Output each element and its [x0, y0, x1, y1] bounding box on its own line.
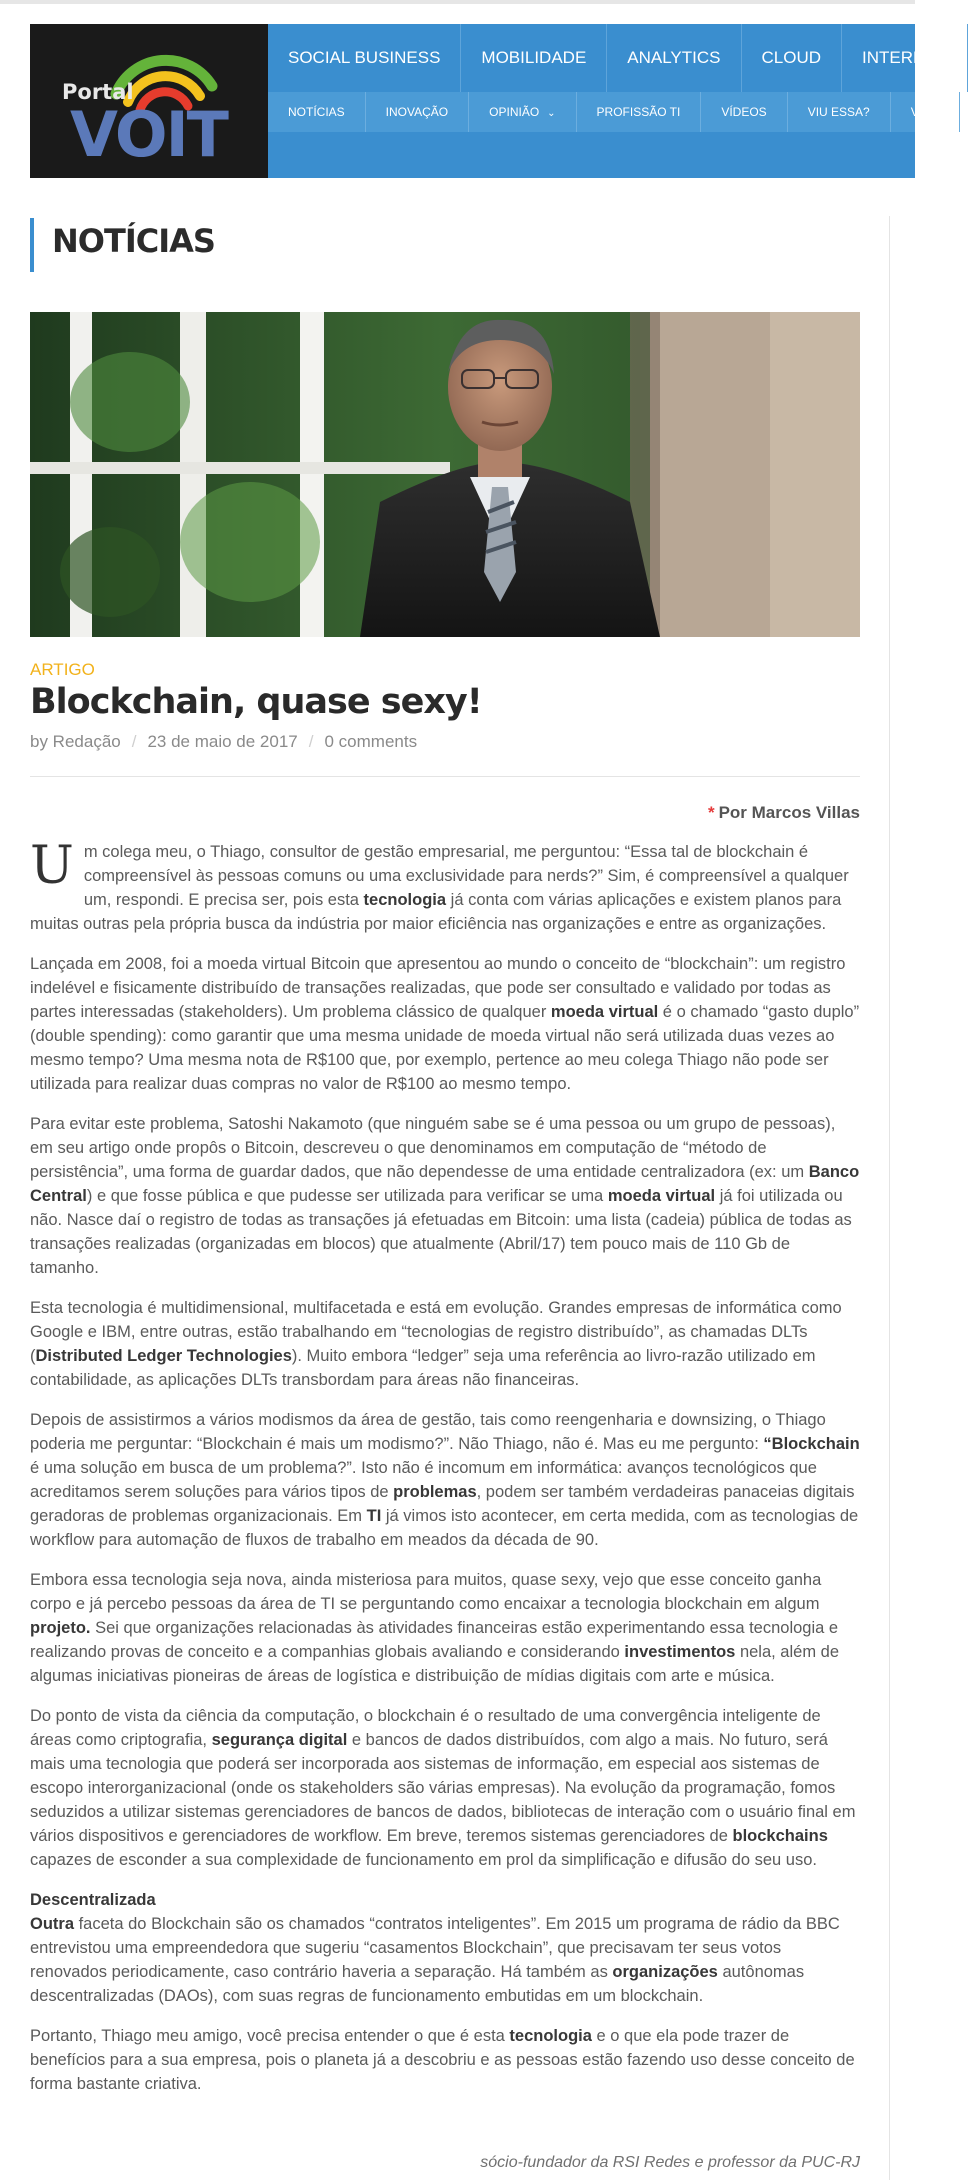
text: ) e que fosse pública e que pudesse ser utilizada para verificar se uma [86, 1187, 608, 1205]
text: Do ponto de vista da ciência da computação, o blockchain é o resultado de uma convergência inteligente de áreas como criptografia, [30, 1707, 821, 1749]
text: m colega meu, o Thiago, consultor de gestão empresarial, me perguntou: “Essa tal de blockchain é compreensível às pessoas comuns ou uma exclusividade para nerds?” Sim, é compreensível a qualquer um, respondi. E precisa ser, pois esta [83, 843, 849, 909]
subnav-videos[interactable]: VÍDEOS [701, 92, 787, 132]
author-byline [708, 803, 860, 823]
keyword-link[interactable]: tecnologia [363, 891, 447, 909]
text: faceta do Blockchain são os chamados “contratos inteligentes”. Em 2015 um programa de rádio da BBC entrevistou uma empreendedora que sugeriu “casamentos Blockchain”, que precisavam ter seus votos renovados periodicamente, caso contrário haveria a separação. Há também as [30, 1915, 840, 1981]
text: Para evitar este problema, Satoshi Nakamoto (que ninguém sabe se é uma pessoa ou um grupo de pessoas), em seu artigo onde propôs o Bitcoin, descreveu o que denominamos em computação de “método de persistência”, uma forma de guardar dados, que não dependesse de uma entidade centralizadora (ex: um [30, 1115, 836, 1181]
text: Esta tecnologia é multidimensional, multifacetada e está em evolução. Grandes empresas de informática como Google e IBM, entre outras, estão trabalhando em “tecnologias de registro distribuído”, as chamadas DLTs ( [30, 1299, 842, 1365]
site-header [30, 24, 948, 178]
keyword-link[interactable]: “Blockchain [763, 1435, 860, 1453]
drop-cap: U [30, 836, 74, 896]
meta-separator: / [131, 732, 137, 751]
meta-separator: / [308, 732, 314, 751]
logo-portal-text: Portal [62, 80, 134, 104]
text: Embora essa tecnologia seja nova, ainda misteriosa para muitos, quase sexy, vejo que esse conceito ganha corpo e já percebo pessoas da área de TI se perguntando como encaixar a tecnologia blockchain em algum [30, 1571, 822, 1613]
keyword-link[interactable]: TI [366, 1507, 382, 1525]
keyword-link[interactable]: Banco Central [30, 1163, 860, 1205]
text: já foi utilizada ou não. Nasce daí o registro de todas as transações já efetuadas em Bitcoin: uma lista (cadeia) pública de todas as transações realizadas (organizadas em blocos) que atualmente (Abril/17) tem pouco mais de 110 Gb de tamanho. [30, 1187, 852, 1277]
text: e o que ela pode trazer de benefícios para a sua empresa, pois o planeta já a descobriu e as pessoas estão fazendo uso desse conceito de forma bastante criativa. [30, 2027, 855, 2093]
portrait-photo [30, 312, 860, 637]
paragraph-2 [30, 952, 860, 1096]
subnav-profissao-ti[interactable]: PROFISSÃO TI [577, 92, 702, 132]
keyword-link[interactable]: segurança digital [211, 1731, 348, 1749]
text: capazes de esconder a sua complexidade de funcionamento em prol da simplificação e difusão do seu uso. [30, 1851, 817, 1869]
nav-internet[interactable]: INTERNET [842, 24, 968, 92]
secondary-nav [268, 92, 939, 132]
main-navigation [268, 24, 948, 178]
keyword-link[interactable]: blockchains [732, 1827, 828, 1845]
keyword-link[interactable]: Distributed Ledger Technologies [35, 1347, 292, 1365]
nav-cloud[interactable]: CLOUD [742, 24, 843, 92]
sidebar-divider [889, 216, 890, 2180]
hero-image [30, 312, 860, 637]
text: já vimos isto acontecer, em certa medida, com as tecnologias de workflow para automação de fluxos de trabalho em meados da década de 90. [30, 1507, 859, 1549]
article-comments-link[interactable]: 0 comments [324, 732, 418, 751]
paragraph-1 [30, 836, 860, 936]
keyword-link[interactable]: moeda virtual [607, 1187, 716, 1205]
paragraph-9 [30, 2024, 860, 2096]
paragraph-4 [30, 1296, 860, 1392]
nav-mobilidade[interactable]: MOBILIDADE [461, 24, 607, 92]
text: Portanto, Thiago meu amigo, você precisa entender o que é esta [30, 2027, 510, 2045]
article-category[interactable]: ARTIGO [30, 660, 95, 679]
article-author-link[interactable]: by Redação [30, 732, 121, 751]
article-meta [30, 732, 417, 752]
section-accent-bar [30, 218, 34, 272]
site-logo[interactable] [30, 24, 268, 178]
text: Lançada em 2008, foi a moeda virtual Bitcoin que apresentou ao mundo o conceito de “blockchain”: um registro indelével e fisicamente distribuído de transações realizadas, que pode ser consultado e validado por todas as partes interessadas (stakeholders). Um problema clássico de qualquer [30, 955, 846, 1021]
chevron-down-icon: ⌄ [547, 108, 556, 119]
text: autônomas descentralizadas (DAOs), com suas regras de funcionamento embutidas em um blockchain. [30, 1963, 805, 2005]
subnav-viu-essa[interactable]: VIU ESSA? [788, 92, 891, 132]
text: já conta com várias aplicações e existem planos para muitas outras pela própria busca da indústria por maior eficiência nas organizações e entre as organizações. [30, 891, 842, 933]
subheading: Descentralizada [30, 1891, 156, 1909]
keyword-link[interactable]: investimentos [624, 1643, 736, 1661]
paragraph-3 [30, 1112, 860, 1280]
keyword-link[interactable]: Outra [30, 1915, 75, 1933]
subnav-noticias[interactable]: NOTÍCIAS [268, 92, 366, 132]
author-asterisk: * [707, 803, 715, 822]
top-border [0, 0, 915, 4]
text: ). Muito embora “ledger” seja uma referência ao livro-razão utilizado em contabilidade, as aplicações DLTs transbordam para áreas não financeiras. [30, 1347, 816, 1389]
nav-analytics[interactable]: ANALYTICS [607, 24, 741, 92]
meta-divider [30, 776, 860, 777]
text: e bancos de dados distribuídos, com algo a mais. No futuro, será mais uma tecnologia que poderá ser incorporada aos sistemas de informação, em especial aos sistemas de escopo interorganizacional (onde os stakeholders são várias empresas). Na evolução da programação, fomos seduzidos a utilizar sistemas gerenciadores de bancos de dados, bibliotecas de interação com o usuário final em vários dispositivos e gerenciadores de workflow. Em breve, teremos sistemas gerenciadores de [30, 1731, 856, 1845]
keyword-link[interactable]: projeto. [30, 1619, 91, 1637]
subnav-voit[interactable]: VOIT [891, 92, 960, 132]
article-date: 23 de maio de 2017 [147, 732, 298, 751]
nav-social-business[interactable]: SOCIAL BUSINESS [268, 24, 461, 92]
text: nela, além de algumas iniciativas pioneiras de áreas de logística e distribuição de mídias digitais com arte e música. [30, 1643, 840, 1685]
text: Sei que organizações relacionadas às atividades financeiras estão experimentando essa tecnologia e realizando provas de conceito e a companhias globais avaliando e considerando [30, 1619, 839, 1661]
logo-voit-text: VOIT [70, 98, 227, 171]
paragraph-6 [30, 1568, 860, 1688]
paragraph-7 [30, 1704, 860, 1872]
article-title: Blockchain, quase sexy! [30, 682, 482, 722]
keyword-link[interactable]: tecnologia [509, 2027, 592, 2045]
keyword-link[interactable]: moeda virtual [550, 1003, 659, 1021]
text: Depois de assistirmos a vários modismos da área de gestão, tais como reengenharia e downsizing, o Thiago poderia me perguntar: “Blockchain é mais um modismo?”. Não Thiago, não é. Mas eu me pergunto: [30, 1411, 826, 1453]
subnav-opiniao-label: OPINIÃO [489, 105, 540, 119]
keyword-link[interactable]: organizações [612, 1963, 718, 1981]
subnav-opiniao[interactable] [469, 92, 576, 132]
author-name: Por Marcos Villas [718, 803, 860, 822]
text: é uma solução em busca de um problema?”. Isto não é incomum em informática: avanços tecnológicos que acreditamos serem soluções para vários tipos de [30, 1459, 817, 1501]
text: , podem ser também verdadeiras panaceias digitais geradoras de problemas organizacionais. Em [30, 1483, 855, 1525]
text: é o chamado “gasto duplo” (double spending): como garantir que uma mesma unidade de moeda virtual não será utilizada duas vezes ao mesmo tempo? Uma mesma nota de R$100 que, por exemplo, pertence ao meu colega Thiago não pode ser utilizada para realizar duas compras no valor de R$100 ao mesmo tempo. [30, 1003, 860, 1093]
keyword-link[interactable]: problemas [393, 1483, 477, 1501]
author-signature: sócio-fundador da RSI Redes e professor da PUC-RJ [480, 2154, 860, 2171]
subnav-inovacao[interactable]: INOVAÇÃO [366, 92, 469, 132]
section-title: NOTÍCIAS [52, 222, 215, 260]
paragraph-5 [30, 1408, 860, 1552]
primary-nav [268, 24, 968, 92]
paragraph-8 [30, 1888, 860, 2008]
article-body [30, 836, 860, 2112]
